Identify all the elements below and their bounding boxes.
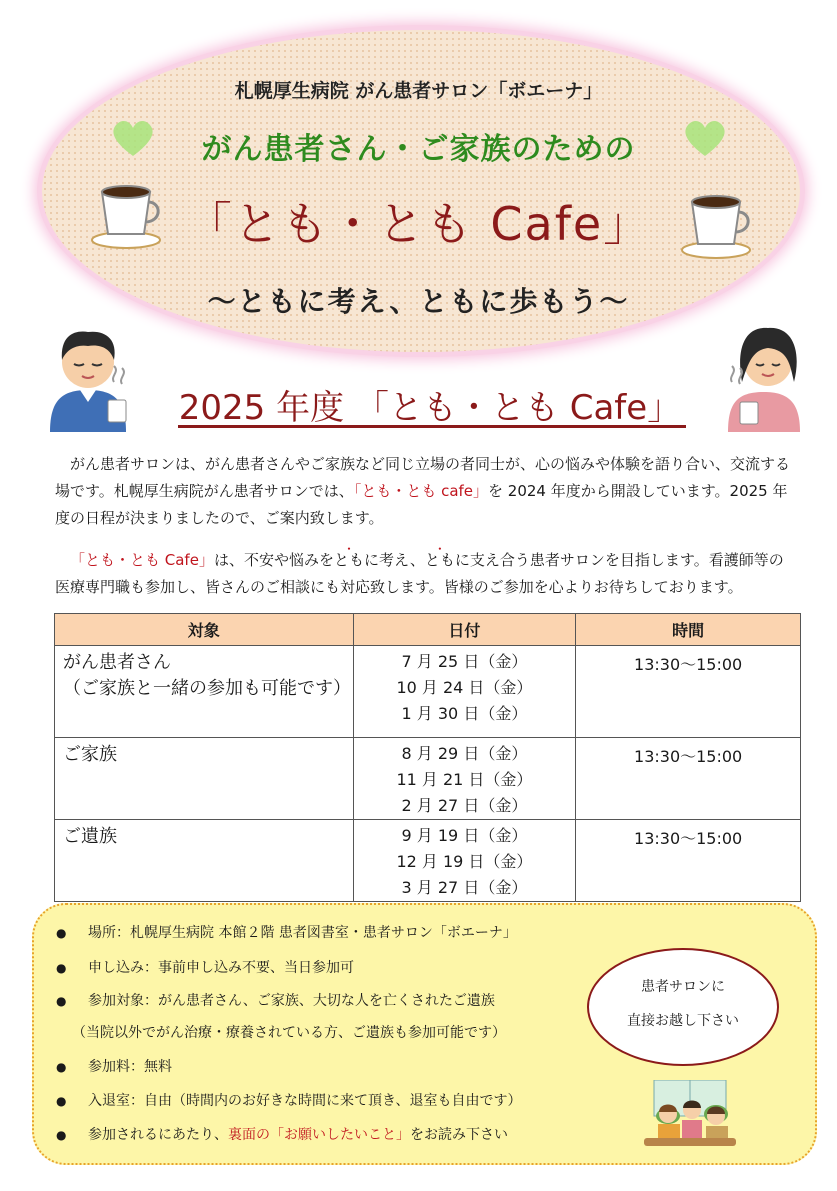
target-cell: ご遺族 <box>55 820 354 902</box>
man-with-coffee-illustration <box>40 320 140 432</box>
year-heading: 2025 年度 「とも・とも Cafe」 <box>178 388 682 428</box>
info-item-entry: ● 入退室：自由（時間内のお好きな時間に来て頂き、退室も自由です） <box>56 1093 522 1109</box>
intro-p1-text-a: がん患者サロンは、がん患者さんやご家族など同じ立場の者同士が、心の悩みや体験を語り合い、交流する場です。札幌厚生病院がん患者サロンでは、 <box>55 455 791 500</box>
intro-p2-text-b: に考え、 <box>363 551 425 569</box>
dates-cell <box>353 738 576 820</box>
date-item: 11 月 21 日（金） <box>396 770 533 789</box>
time-cell: 13:30～15:00 <box>576 738 801 820</box>
info-item-location: ● 場所：札幌厚生病院 本館２階 患者図書室・患者サロン「ボエーナ」 <box>56 925 517 941</box>
hospital-salon-name: 札幌厚生病院 がん患者サロン「ボエーナ」 <box>234 80 603 102</box>
request-link-text: 裏面の「お願いしたいこと」 <box>228 1127 410 1143</box>
info-item-eligibility: ● 参加対象：がん患者さん、ご家族、大切な人を亡くされたご遺族 <box>56 993 495 1009</box>
schedule-table <box>54 613 801 902</box>
table-row <box>55 738 801 820</box>
intro-p2-text-c: に支え合う患者サロンを目指します。看護師等の医療専門職も参加し、皆さんのご相談にも対応致します。皆様のご参加を心よりお待ちしております。 <box>55 551 784 596</box>
date-item: 9 月 19 日（金） <box>401 826 528 845</box>
date-item: 3 月 27 日（金） <box>401 878 528 897</box>
header-time: 時間 <box>576 614 801 646</box>
intro-p2-text-a: は、不安や悩みを <box>213 551 334 569</box>
target-patient-note: （ご家族と一緒の参加も可能です） <box>63 678 351 699</box>
info-item-fee: ● 参加料：無料 <box>56 1059 172 1075</box>
table-row <box>55 820 801 902</box>
intro-p1-text-b: を 2024 年度から開設しています。2025 年度の日程が決まりましたので、ご案内致します。 <box>55 482 788 527</box>
heading-underline <box>178 425 686 428</box>
target-cell: ご家族 <box>55 738 354 820</box>
date-item: 7 月 25 日（金） <box>401 652 528 671</box>
cafe-name-highlight-2: 「とも・とも Cafe」 <box>70 551 214 569</box>
woman-with-coffee-illustration <box>718 320 808 432</box>
cafe-group-illustration <box>640 1080 740 1148</box>
cafe-name-highlight: 「とも・とも cafe」 <box>353 482 489 500</box>
dates-cell <box>353 646 576 738</box>
table-row <box>55 646 801 738</box>
time-cell: 13:30～15:00 <box>576 820 801 902</box>
target-patient: がん患者さん <box>63 652 171 673</box>
header-target: 対象 <box>55 614 354 646</box>
header-date: 日付 <box>353 614 576 646</box>
date-item: 1 月 30 日（金） <box>401 704 528 723</box>
header-subtitle: がん患者さん・ご家族のための <box>201 132 636 167</box>
info-item-request: ● 参加されるにあたり、裏面の「お願いしたいこと」をお読み下さい <box>56 1127 508 1143</box>
time-cell: 13:30～15:00 <box>576 646 801 738</box>
date-item: 2 月 27 日（金） <box>401 796 528 815</box>
tagline: ～ともに考え、ともに歩もう～ <box>207 285 630 318</box>
visit-note-circle: 患者サロンに 直接お越し下さい <box>587 948 779 1066</box>
info-item-application: ● 申し込み：事前申し込み不要、当日参加可 <box>56 960 354 976</box>
info-sub-note: （当院以外でがん治療・療養されている方、ご遺族も参加可能です） <box>72 1025 506 1041</box>
date-item: 8 月 29 日（金） <box>401 744 528 763</box>
date-item: 12 月 19 日（金） <box>396 852 533 871</box>
table-header-row <box>55 614 801 646</box>
intro-paragraph-1 <box>55 451 790 532</box>
main-title: 「とも・とも Cafe」 <box>185 197 652 251</box>
emphasis-tomo-2: ・ とも <box>425 551 455 569</box>
date-item: 10 月 24 日（金） <box>396 678 533 697</box>
target-cell <box>55 646 354 738</box>
intro-paragraph-2 <box>55 547 790 601</box>
emphasis-tomo-1: ・ とも <box>334 551 364 569</box>
dates-cell <box>353 820 576 902</box>
